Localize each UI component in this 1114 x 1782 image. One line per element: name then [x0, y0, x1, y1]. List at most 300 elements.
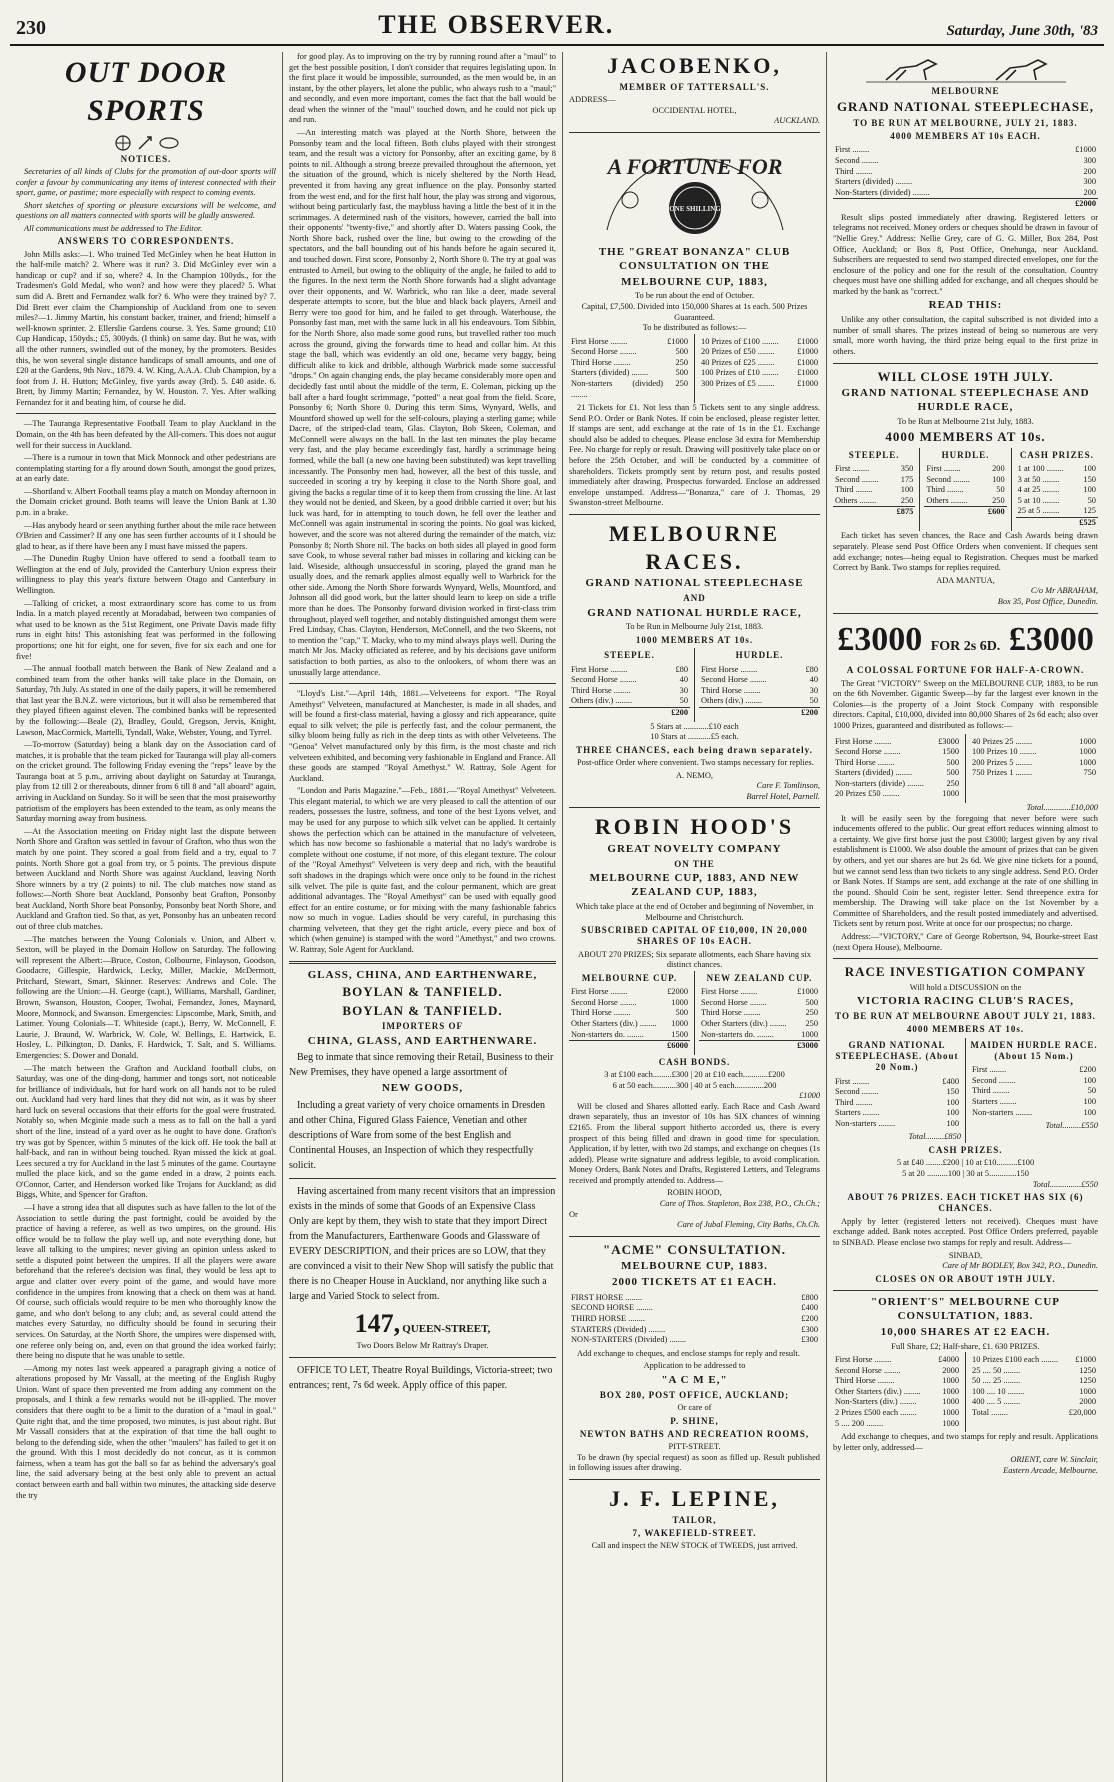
row-label: Non-starters (divide) ........	[835, 778, 924, 788]
table-row	[833, 789, 961, 800]
divider	[16, 413, 276, 414]
row-label: First ........	[835, 464, 870, 473]
mantua-box: Box 35, Post Office, Dunedin.	[997, 596, 1098, 606]
table-total: £200	[792, 707, 820, 718]
gn-run: TO BE RUN AT MELBOURNE, JULY 21, 1883.	[853, 117, 1078, 128]
row-value: 250	[900, 495, 914, 505]
ric-heading: RACE INVESTIGATION COMPANY	[844, 964, 1087, 980]
table-row	[1016, 506, 1098, 517]
row-value: £200	[801, 1313, 818, 1323]
colossal-label: A COLOSSAL FORTUNE FOR HALF-A-CROWN.	[846, 665, 1085, 676]
row-value: 500	[675, 368, 688, 378]
address-label: ADDRESS—	[569, 95, 616, 105]
table-row	[699, 665, 820, 676]
melb-text: Post-office Order where convenient. Two stamps necessary for replies.	[577, 758, 814, 768]
row-label: FIRST HORSE ........	[571, 1292, 643, 1302]
robin-name: ROBIN HOOD,	[667, 1188, 722, 1198]
row-value: £1000	[797, 368, 818, 378]
row-label: Non-Starters (div.) ........	[835, 1397, 917, 1407]
table-row	[833, 737, 961, 748]
ric-cash-line: 5 at 20 ..........100 | 30 at 5.............150	[902, 1168, 1029, 1178]
close-heading: WILL CLOSE 19TH JULY.	[877, 368, 1054, 384]
divider	[289, 1178, 556, 1179]
robin-care: Care of Thos. Stapleton, Box 238, P.O., Ch.Ch.;	[659, 1198, 820, 1208]
row-label: Others ........	[926, 495, 968, 505]
row-value: 150	[1083, 474, 1096, 484]
row-label: Starters (divided) ........	[835, 768, 913, 778]
table-row	[970, 1076, 1098, 1087]
row-value: £1000	[797, 987, 818, 997]
row-value: 200	[1083, 166, 1096, 176]
hotel-town: AUCKLAND.	[774, 116, 820, 126]
melb-cup-label: MELBOURNE CUP.	[581, 972, 678, 983]
bonanza-run: To be run about the end of October.	[635, 291, 754, 301]
ric-gn-label: GRAND NATIONAL STEEPLECHASE. (About 20 Nom.)	[835, 1039, 959, 1073]
table-row	[970, 747, 1098, 758]
row-label: Others (div.) ........	[571, 696, 633, 706]
table-row	[833, 1397, 961, 1408]
table-row	[833, 1387, 961, 1398]
robin-on: ON THE	[674, 858, 715, 869]
row-value: 300	[1083, 155, 1096, 165]
gn-text: Unlike any other consultation, the capital subscribed is not divided into a number of small shares. The prizes instead of being so numerous are very small, more worth having, the third prize being equal to the first prize in others.	[833, 315, 1098, 357]
new-goods: NEW GOODS,	[381, 1082, 464, 1095]
row-value: £1000	[1075, 145, 1096, 155]
table-row	[833, 156, 1098, 167]
sinbad-name: SINBAD,	[948, 1250, 983, 1260]
row-label: First Horse ........	[571, 664, 628, 674]
row-label: 750 Prizes 1 ........	[972, 768, 1033, 778]
row-label: Non-starters (divided) ........	[571, 378, 664, 399]
row-value: 1000	[942, 1397, 959, 1407]
row-label: Starters ........	[972, 1096, 1017, 1106]
tailor-label: TAILOR,	[672, 1514, 717, 1525]
row-value: £1000	[1075, 1355, 1096, 1365]
boylan-name: BOYLAN & TANFIELD.	[342, 984, 503, 1000]
orient-arcade: Eastern Arcade, Melbourne.	[1003, 1465, 1098, 1475]
victory-price	[833, 619, 1098, 662]
table-row	[569, 675, 690, 686]
news-paragraph: for good play. As to improving on the try by running round after a "maul" to get the best possible position, I don't consider that requires legislating upon. In the first place it would be impossible, surrounded, as the men would be, in an instant, by the other players, let alone the public, who always rush to a "maul;" and secondly, and even more important, comes the fact that the ball would be dead when the winner of the "maul" touched down, and he could not pick up and run.	[289, 52, 556, 125]
table-row	[1016, 496, 1098, 507]
table-row	[833, 177, 1098, 188]
news-paragraph: —Among my notes last week appeared a paragraph giving a notice of alterations proposed by Mr Vassall, at the meeting of the English Rugby Union. Want of space then prevented me from adding any comment on the proposals, and I think a few remarks would not be ill-applied. The mover considers that there ought to be a limit to the duration of a "maul in goal." Quite right that, and the time proposed, two minutes, is just about right. But Mr Vassall considers that at the expiration of that time the ball ought to belong to the defending side, when the other "maulers" has failed to get it on the ground. With this I most decidedly do not concur, as it is common fairness, when a team has got the ball so far as behind the adversary's goal line, the said adversary being at the best only able to prevent an actual contact between earth and ball within two minutes, the attacking side deserve the try	[16, 1363, 276, 1500]
news-paragraph: —Shortland v. Albert Football teams play a match on Monday afternoon in the Domain cricket ground. Both teams will leave the Union Bank at 1.30 p.m. in a brake.	[16, 486, 276, 518]
row-label: Other Starters (div.) ........	[571, 1018, 657, 1028]
fortune-seal-icon	[595, 138, 795, 242]
news-paragraph: —The matches between the Young Colonials v. Union, and Albert v. Sexton, will be played in the Domain Hollow on Saturday. The following will represent the Albert:—Bruce, Coston, Colbourne, Finlayson, Goodson, Goodacre, Gillespie, Hardwick, Lecky, Miller, Mackie, McDermott, Pritchard, Stewart, Smart, Skinner. Reserves: Andrews and Cole. The following are the Union:—H. George (capt.), Williams, Marshall, Gardiner, Brown, Swanson, Houston, Cooper, Twohai, Fernandez, Jones, Maynard, Moore, Monnock, and Swanson. Emergencies: Lipscombe, Mark, Smith, and Latimer. Young Colonials—T. Whiteside (capt.), Berry, W. McConnell, F. Laurie, J. Braund, W. Warbrick, W. Cole, W. Bellings, E. Hartwick, E. Hosley, L. Pilkington, D. Danks, F. Hardwick, T. Salt, and S. Williams. Emergencies: S. Dower and Donald.	[16, 934, 276, 1060]
ric-cash-total: Total...............£550	[1032, 1179, 1098, 1189]
row-label: Second Horse ........	[835, 1365, 901, 1375]
table-total: £600	[982, 507, 1007, 518]
acme-app: Application to be addressed to	[643, 1361, 746, 1371]
news-paragraph: —I have a strong idea that all disputes such as have fallen to the lot of the Association to settle during the past fortnight, could be avoided by the practice of having a referee, as well as two umpires, on the ground. His office would be to follow the play well up, and note everything done, but leave all talking to the umpires; never giving an opinion unless asked to settle a disputed point between the umpires. If all the players were aware beforehand that the referee's decision was final, they would be less apt to argue and clatter over every point of the game, and would have more confidence in the umpires from knowing that a check on them was at hand. Of course, such officials would require to be men who thoroughly know the game, and who don't belong to any club; and, as several could attend the matches every Saturday, no difficulty should be found in securing their services. On Saturday, at the North Shore, the umpires were dispensed with, one referee only being on, and, even on that ground the idea worked fairly; there being no dispute that he was unable to settle.	[16, 1203, 276, 1361]
table-row	[970, 1097, 1098, 1108]
row-value: 1000	[671, 997, 688, 1007]
acme-box: BOX 280, POST OFFICE, AUCKLAND;	[599, 1389, 790, 1400]
table-row	[569, 696, 690, 707]
steeple-label: STEEPLE.	[604, 650, 655, 661]
row-label: Starters (divided) ........	[571, 368, 649, 378]
row-value: £200	[1079, 1065, 1096, 1075]
ric-members: 4000 MEMBERS AT 10s.	[906, 1024, 1025, 1035]
row-value: 1000	[1079, 747, 1096, 757]
row-label: 25 at 5 ........	[1017, 506, 1060, 516]
prize-table	[970, 737, 1098, 779]
row-label: Third ........	[926, 485, 964, 495]
bonds-line: 6 at 50 each...........300 | 40 at 5 each..............200	[612, 1080, 777, 1090]
table-row	[833, 1419, 961, 1430]
row-value: 50	[679, 696, 688, 706]
cash-label: CASH PRIZES.	[1019, 449, 1094, 460]
boylan-text: Beg to inmate that since removing their Retail, Business to their New Premises, they have opened a large assortment of	[289, 1052, 554, 1079]
row-label: First Horse ........	[701, 987, 758, 997]
row-value: 1000	[942, 1418, 959, 1428]
row-value: 100	[1083, 1107, 1096, 1117]
steeple-label: STEEPLE.	[848, 449, 900, 460]
table-total: £3000	[794, 1041, 820, 1052]
row-value: 2000	[1079, 1397, 1096, 1407]
row-label: 5 .... 200 ........	[835, 1418, 884, 1428]
row-value: 1500	[942, 747, 959, 757]
boylan-address	[289, 1308, 556, 1341]
table-row	[699, 686, 820, 697]
row-value: 200	[1083, 187, 1096, 197]
row-label: First Horse ........	[571, 987, 628, 997]
divider	[289, 961, 556, 964]
sports-cut-icon	[111, 134, 181, 152]
gn-steeple: GRAND NATIONAL STEEPLECHASE	[585, 577, 804, 590]
row-value: 250	[805, 1018, 818, 1028]
glass-heading: GLASS, CHINA, AND EARTHENWARE,	[307, 968, 538, 981]
row-value: £1000	[797, 336, 818, 346]
three-chances: THREE CHANCES, each being drawn separately.	[576, 744, 813, 755]
divider	[833, 1290, 1098, 1291]
table-row	[699, 998, 820, 1009]
row-label: 2 Prizes £500 each ........	[835, 1408, 917, 1418]
row-label: First Horse ........	[701, 664, 758, 674]
robin-run: Which take place at the end of October and beginning of November, in Melbourne and Christchurch.	[575, 901, 814, 922]
row-value: 100	[900, 485, 914, 495]
table-row	[833, 768, 961, 779]
stars-line: 10 Stars at ...........£5 each.	[650, 732, 739, 742]
table-row	[833, 758, 961, 769]
row-label: Third Horse ........	[701, 685, 761, 695]
ric-about: ABOUT 76 PRIZES. EACH TICKET HAS SIX (6) CHANCES.	[847, 1192, 1084, 1214]
row-label: 4 at 25 ........	[1017, 485, 1060, 495]
table-row	[970, 1397, 1098, 1408]
row-value: 250	[675, 357, 688, 367]
row-value: 100	[992, 474, 1005, 484]
row-label: Other Starters (div.) ........	[701, 1018, 787, 1028]
steeple-hurdle-tables	[569, 648, 820, 721]
table-row	[699, 379, 820, 390]
table-row	[833, 1087, 961, 1098]
table-row	[699, 696, 820, 707]
bonanza-dist: To be distributed as follows:—	[642, 323, 747, 333]
row-label: Non-starters do. ........	[571, 1029, 644, 1039]
row-value: 30	[679, 685, 688, 695]
robin-text: Will be closed and Shares allotted early. Each Race and Cash Award drawn separately, thus an investor of 10s has SIX chances of winning £2165. From the liberal support hitherto accorded us, there is every prospect of this being filled and drawn in good time for speculation. Application, if by letter, with two 2d stamps, and exchange on cheques (1s added). Please write signature and address legible, to avoid complication. Money Orders, Bank Notes and Drafts, Registered Letters, and Telegrams received and promptly attended to. Address—	[569, 1101, 820, 1185]
row-label: First Horse ........	[571, 336, 628, 346]
office-to-let: OFFICE TO LET, Theatre Royal Buildings, Victoria-street; two entrances; rent, 7s 6d week. Apply office of this paper.	[289, 1364, 553, 1391]
news-paragraph: —To-morrow (Saturday) being a blank day on the Association card of matches, it is probable that the team picked for Tauranga will play all-comers on the cricket ground. The following Friday evening the "reps" leave by the Tauranga boat at 5 p.m., arriving about daylight on Saturday at Tauranga, play from 12 till 2 or thereabouts, dinner from 6 till 8 and "all aboard" again, arriving in Auckland on Sunday. So it will be seen that the most praiseworthy patriotism of the employers has been extended to the team, as only means the Saturday morning away from business.	[16, 740, 276, 824]
gn-hurdle: GRAND NATIONAL HURDLE RACE,	[587, 606, 802, 619]
table-row	[924, 496, 1006, 507]
row-label: Third ........	[835, 1097, 873, 1107]
ric-club: VICTORIA RACING CLUB'S RACES,	[856, 995, 1075, 1008]
answers-heading: ANSWERS TO CORRESPONDENTS.	[57, 236, 235, 247]
table-row	[699, 675, 820, 686]
row-value: £400	[942, 1076, 959, 1086]
table-row	[833, 464, 915, 475]
row-value: £800	[801, 1292, 818, 1302]
divider	[289, 683, 556, 684]
table-row	[970, 1086, 1098, 1097]
row-label: 400 .... 5 ........	[972, 1397, 1021, 1407]
tweeds-text: Call and inspect the NEW STOCK of TWEEDS, just arrived.	[591, 1541, 798, 1551]
table-total: Total.........£550	[1045, 1121, 1098, 1131]
row-value: 1500	[671, 1029, 688, 1039]
column-1	[10, 52, 282, 1782]
table-row	[833, 1098, 961, 1109]
table-row	[569, 998, 690, 1009]
divider	[569, 132, 820, 133]
row-label: SECOND HORSE ........	[571, 1303, 653, 1313]
row-label: Second ........	[926, 474, 970, 484]
table-total: £875	[890, 507, 915, 518]
street-name: QUEEN-STREET,	[402, 1323, 491, 1336]
table-row	[833, 475, 915, 486]
row-value: £3000	[938, 736, 959, 746]
prize-table	[569, 987, 690, 1051]
table-row	[970, 758, 1098, 769]
victory-text: It will be easily seen by the foregoing that never before were such inducements offered to the public. Our great effort reduces winning almost to a certainty. We give first horse just the post £3000; largest given by any rival establishment is £1000. We also double the amount of prizes that can be given by others, and yet our shares are but 2s 6d. We give nine tickets for a pound, but we cannot send less than two tickets to any single address. Send P.O. Order or Bank Notes. If Stamps are sent, add exchange at the rate of one shilling in the pound. Should Coin be sent, register letter. Send threepence extra for membership. The Drawing will take place on the 1st November by a Committee of Shareholders, and the result posted immediately and advertised. Tickets sent by return post. Write at once for our prospectus; no charge.	[833, 813, 1098, 929]
melbourne-races-heading: MELBOURNE RACES.	[608, 520, 781, 574]
row-value: 1000	[671, 1018, 688, 1028]
gn-members: 1000 MEMBERS AT 10s.	[635, 634, 754, 645]
robin-company: GREAT NOVELTY COMPANY	[607, 843, 782, 856]
table-row	[699, 358, 820, 369]
close-sub: GRAND NATIONAL STEEPLECHASE AND HURDLE RACE,	[841, 387, 1090, 413]
prize-table	[833, 1355, 961, 1429]
row-label: Second Horse ........	[571, 347, 637, 357]
table-row	[970, 1065, 1098, 1076]
row-label: 10 Prizes £100 each ........	[972, 1355, 1059, 1365]
notice-text: Secretaries of all kinds of Clubs for the promotion of out-door sports will confer a favour by communicating any items of interest connected with their sport, game, or pastime; more especially with respect to coming events.	[16, 166, 276, 198]
column-4	[826, 52, 1104, 1782]
row-label: Third ........	[835, 166, 873, 176]
row-value: £400	[801, 1303, 818, 1313]
table-row	[569, 337, 690, 348]
ric-run: TO BE RUN AT MELBOURNE ABOUT JULY 21, 1883.	[835, 1010, 1096, 1021]
row-value: 750	[1083, 768, 1096, 778]
prize-table	[833, 1077, 961, 1130]
orient-address: ORIENT, care W. Sinclair,	[1010, 1455, 1098, 1465]
row-label: Second ........	[972, 1075, 1016, 1085]
divider	[833, 958, 1098, 959]
table-row	[833, 167, 1098, 178]
divider	[569, 1479, 820, 1480]
table-total: £525	[1074, 517, 1098, 528]
row-label: First Horse ........	[835, 1355, 892, 1365]
row-value: 350	[900, 464, 914, 473]
row-label: Second ........	[835, 1087, 879, 1097]
row-value: 1000	[1079, 736, 1096, 746]
row-value: 50	[996, 485, 1005, 495]
fortune-coin-text: ONE SHILLING	[668, 204, 721, 213]
table-row	[970, 1108, 1098, 1119]
row-label: 20 Prizes of £50 ........	[701, 347, 775, 357]
gn-heading: GRAND NATIONAL STEEPLECHASE,	[836, 99, 1095, 115]
table-row	[699, 337, 820, 348]
row-value: 100	[1083, 1096, 1096, 1106]
divider	[569, 1236, 820, 1237]
nz-cup-label: NEW ZEALAND CUP.	[706, 972, 813, 983]
row-label: Non-Starters (divided) ........	[835, 187, 930, 197]
table-row	[970, 768, 1098, 779]
close-run: To be Run at Melbourne 21st July, 1883.	[897, 416, 1034, 426]
row-value: £80	[675, 664, 688, 674]
row-label: Third Horse ........	[571, 357, 631, 367]
prize-table	[833, 464, 915, 518]
row-value: 500	[675, 347, 688, 357]
section-title: OUT DOOR SPORTS	[64, 56, 228, 127]
row-value: 100	[1083, 464, 1096, 473]
row-label: Other Starters (div.) ........	[835, 1386, 921, 1396]
row-value: 1000	[1079, 757, 1096, 767]
notice-text: All communications must be addressed to The Editor.	[24, 223, 203, 233]
row-label: 100 Prizes 10 ........	[972, 747, 1037, 757]
acme-or: Or care of	[677, 1403, 712, 1413]
row-value: £2000	[667, 987, 688, 997]
acme-name: "A C M E,"	[661, 1373, 728, 1386]
row-value: 1000	[942, 1386, 959, 1396]
table-total: £6000	[664, 1041, 690, 1052]
notice-text: Short sketches of sporting or pleasure excursions will be welcome, and questions on all matters connected with sports will be gladly answered.	[16, 200, 276, 221]
table-row	[1016, 464, 1098, 475]
row-value: 1250	[1079, 1376, 1096, 1386]
row-value: 100	[946, 1097, 959, 1107]
table-row	[569, 1314, 820, 1325]
acme-drawn: To be drawn (by special request) as soon as filled up. Result published in following issues after drawing.	[569, 1452, 820, 1473]
prize-table	[699, 987, 820, 1051]
row-label: Second Horse ........	[701, 675, 767, 685]
robin-capital: SUBSCRIBED CAPITAL OF £10,000, IN 20,000 SHARES OF 10s EACH.	[581, 925, 808, 947]
cup-tables	[569, 971, 820, 1055]
row-value: 1000	[942, 1408, 959, 1418]
row-value: £1000	[797, 357, 818, 367]
table-total: Total.........£850	[908, 1132, 961, 1142]
divider	[833, 613, 1098, 614]
hurdle-label: HURDLE.	[941, 449, 990, 460]
lepine-name: J. F. LEPINE,	[609, 1486, 780, 1512]
row-value: £80	[805, 664, 818, 674]
prize-table	[569, 1293, 820, 1346]
nemo-care: Care F. Tomlinson,	[756, 781, 820, 791]
table-total: £200	[662, 707, 690, 718]
bonanza-text: 21 Tickets for £1. Not less than 5 Tickets sent to any single address. Send P.O. Order or Bank Notes. If coin be enclosed, please register letter. If stamps are sent, add exchange at the rate of 1s in the £1. Exchange should also be added to cheques. Please enclose 3d extra for Membership Fee. No charge for reply or result. Drawing will positively take place on or before the 25th October, and will be conducted by a committee of shareholders. Tickets promptly sent by return post, and results posted immediately after drawing. Prospectus forwarded. Enclose an addressed envelope unstamped. Address—"Bonanza," care of J. Thomas, 29 Swanston-street Melbourne.	[569, 403, 820, 508]
table-row	[833, 1119, 961, 1130]
column-3	[562, 52, 826, 1782]
row-value: 125	[1083, 506, 1096, 516]
two-doors: Two Doors Below Mr Rattray's Draper.	[356, 1340, 489, 1350]
row-value: £1000	[667, 336, 688, 346]
row-label: 100 Prizes of £10 ........	[701, 368, 779, 378]
ric-cash: CASH PRIZES.	[928, 1145, 1003, 1156]
row-value: 50	[1087, 1086, 1096, 1096]
victory-text: The Great "VICTORY" Sweep on the MELBOURNE CUP, 1883, to be run on the 6th November. Gigantic Sweep—by far the largest ever known in the Colonies—is the property of a Joint Stock Company with responsible directors. Capital, £10,000, divided into 80,000 Shares of 2s 6d each; also over 1000 Prizes, guaranteed and distributed as follows:—	[833, 678, 1098, 730]
racehorse-cut-icon	[866, 54, 1066, 84]
table-row	[569, 1335, 820, 1346]
close-members: 4000 MEMBERS AT 10s.	[885, 429, 1046, 445]
orient-heading: "ORIENT'S" MELBOURNE CUP CONSULTATION, 1883.	[870, 1295, 1060, 1322]
gn-text: Result slips posted immediately after drawing. Registered letters or telegrams not received. Money orders or cheques should be drawn in favour of "Nellie Grey." Address: Nellie Grey, care of G. G. Miller, Box 284, Post Office, Auckland; or Box 8, Post Office, Onehunga, near Auckland. Subscribers are requested to send two stamped directed envelopes, one for the enclosure of the policy and one for the result of the consultation. Country cheques must have one shilling added for exchange, and all cheques should be marked by the bank as "correct."	[833, 212, 1098, 296]
columns	[10, 52, 1104, 1782]
ric-sub: Will hold a DISCUSSION on the	[909, 982, 1022, 992]
row-label: First ........	[835, 145, 870, 155]
table-row	[833, 496, 915, 507]
ric-text: Apply by letter (registered letters not received). Cheques must have exchange added. Bank notes accepted. Post Office Orders preferred, payable to SINBAD. Please enclose two stamps for reply and result. Address—	[833, 1216, 1098, 1247]
row-label: Second ........	[835, 155, 879, 165]
table-row	[970, 1376, 1098, 1387]
robin-cups: MELBOURNE CUP, 1883, AND NEW ZEALAND CUP, 1883,	[589, 872, 800, 899]
divider	[569, 807, 820, 808]
table-row	[699, 1019, 820, 1030]
street-number: 147,	[354, 1309, 401, 1339]
divider	[833, 363, 1098, 364]
row-label: STARTERS (Divided) ........	[571, 1324, 666, 1334]
table-row	[569, 1019, 690, 1030]
row-label: 25 .... 50 ........	[972, 1365, 1021, 1375]
row-label: Third Horse ........	[701, 1008, 761, 1018]
importers-label: IMPORTERS OF	[382, 1021, 463, 1032]
bonds-total: £1000	[799, 1091, 820, 1101]
row-label: First ........	[835, 1076, 870, 1086]
row-value: £300	[801, 1324, 818, 1334]
table-row	[924, 485, 1006, 496]
row-value: £20,000	[1068, 1408, 1096, 1418]
row-label: Second Horse ........	[571, 997, 637, 1007]
acme-cup: MELBOURNE CUP, 1883.	[621, 1260, 768, 1273]
row-value: 250	[946, 778, 959, 788]
table-row	[970, 1366, 1098, 1377]
row-label: 10 Prizes of £100 ........	[701, 336, 779, 346]
notices-heading: NOTICES.	[120, 153, 172, 164]
table-row	[833, 485, 915, 496]
orient-tables	[833, 1352, 1098, 1432]
ric-cash-line: 5 at £40 ........£200 | 10 at £10..........£100	[896, 1158, 1035, 1168]
row-label: Non-starters ........	[835, 1118, 896, 1128]
gn-run: To be Run in Melbourne July 21st, 1883.	[625, 622, 764, 632]
row-value: 100	[1083, 1075, 1096, 1085]
row-value: 1000	[1079, 1386, 1096, 1396]
row-label: 40 Prizes of £25 ........	[701, 357, 775, 367]
and-label: AND	[683, 593, 706, 604]
bonanza-capital: Capital, £7,500. Divided into 150,000 Shares at 1s each. 500 Prizes Guaranteed.	[581, 301, 808, 322]
bonanza-cup: MELBOURNE CUP, 1883,	[621, 275, 768, 288]
row-value: 250	[675, 378, 688, 388]
table-row	[833, 1077, 961, 1088]
column-2	[282, 52, 562, 1782]
row-label: Third Horse ........	[835, 757, 895, 767]
prize-table	[833, 737, 961, 800]
row-label: 100 .... 10 ........	[972, 1386, 1025, 1396]
news-paragraph: —There is a rumour in town that Mick Monnock and other pedestrians are contemplating starting for a fly around down South, amongst the good prizes, at an early date.	[16, 453, 276, 484]
boylan-name: BOYLAN & TANFIELD.	[342, 1002, 503, 1018]
table-row	[970, 737, 1098, 748]
row-label: Third ........	[835, 485, 873, 495]
